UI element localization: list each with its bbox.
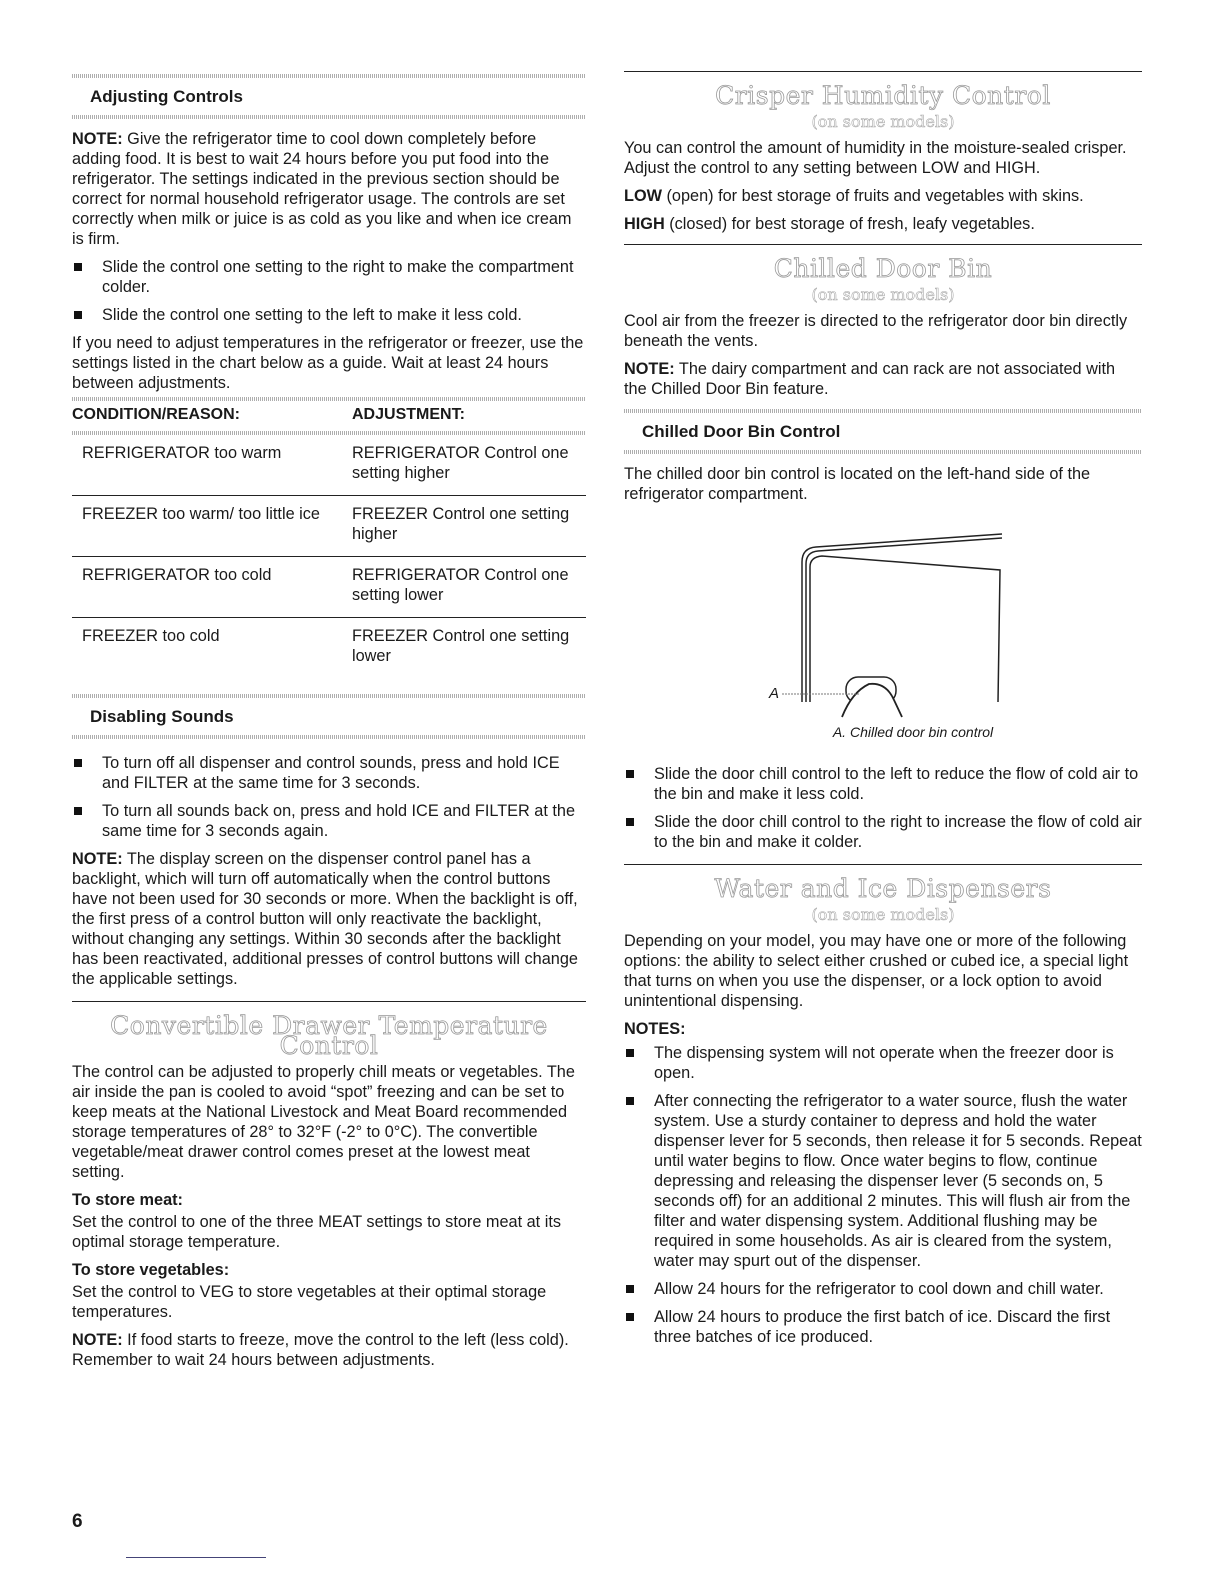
table-row: FREEZER too cold FREEZER Control one setting lower bbox=[82, 627, 570, 665]
bullet-list bbox=[624, 1043, 1142, 1347]
divider bbox=[624, 450, 1142, 454]
figure-caption: A. Chilled door bin control bbox=[832, 724, 994, 740]
table-row: FREEZER too warm/ too little ice FREEZER Control one setting higher bbox=[72, 496, 586, 557]
page-number: 6 bbox=[72, 1511, 83, 1532]
note-paragraph: NOTE: The dairy compartment and can rack are not associated with the Chilled Door Bin feature. bbox=[624, 360, 1116, 398]
callout-label: A bbox=[769, 685, 780, 702]
note-paragraph: NOTE: Give the refrigerator time to cool down completely before adding food. It is best to wait 24 hours before you put food into the refrigerator. The settings indicated in the previous section should be correct for normal household refrigerator usage. The controls are set correctly when milk or juice is as cold as you like and when ice cream is firm. bbox=[72, 130, 572, 248]
divider bbox=[72, 115, 586, 119]
bullet-list bbox=[72, 753, 586, 841]
paragraph: If you need to adjust temperatures in the refrigerator or freezer, use the settings listed in the chart below as a guide. Wait at least 24 hours between adjustments. bbox=[72, 334, 584, 392]
notes-heading: NOTES: bbox=[624, 1020, 686, 1038]
note-paragraph: NOTE: If food starts to freeze, move the control to the left (less cold). Remember to wait 24 hours between adjustments. bbox=[72, 1331, 569, 1369]
paragraph: Cool air from the freezer is directed to the refrigerator door bin directly beneath the vents. bbox=[624, 312, 1128, 350]
paragraph: HIGH (closed) for best storage of fresh, leafy vegetables. bbox=[624, 215, 1035, 233]
divider bbox=[624, 244, 1142, 245]
section-heading: Disabling Sounds bbox=[90, 707, 234, 726]
paragraph: Set the control to VEG to store vegetables at their optimal storage temperatures. bbox=[72, 1283, 547, 1321]
table-row: REFRIGERATOR too cold REFRIGERATOR Control one setting lower bbox=[72, 557, 586, 618]
table-row: REFRIGERATOR too warm REFRIGERATOR Control one setting higher bbox=[72, 435, 586, 496]
list-item: Allow 24 hours to produce the first batch of ice. Discard the first three batches of ice produced. bbox=[624, 1307, 1142, 1347]
section-heading: Chilled Door Bin Control bbox=[642, 422, 841, 441]
divider bbox=[72, 397, 586, 401]
section-title: Crisper Humidity Control bbox=[715, 81, 1051, 110]
adjustment-table bbox=[72, 401, 586, 678]
table-header: CONDITION/REASON: bbox=[72, 406, 240, 423]
table-header: ADJUSTMENT: bbox=[352, 406, 465, 423]
right-column bbox=[624, 0, 1142, 1355]
paragraph: Depending on your model, you may have one or more of the following options: the ability to select either crushed or cubed ice, a special light that turns on when you use the dispenser, or a lock option to avoid unintentional dispensing. bbox=[624, 932, 1129, 1010]
list-item: The dispensing system will not operate when the freezer door is open. bbox=[624, 1043, 1142, 1083]
left-column bbox=[72, 0, 586, 1378]
paragraph: LOW (open) for best storage of fruits and vegetables with skins. bbox=[624, 187, 1084, 205]
list-item: Allow 24 hours for the refrigerator to cool down and chill water. bbox=[624, 1279, 1142, 1299]
list-item: Slide the control one setting to the right to make the compartment colder. bbox=[72, 257, 586, 297]
paragraph: The chilled door bin control is located on the left-hand side of the refrigerator compartment. bbox=[624, 465, 1091, 503]
paragraph: The control can be adjusted to properly chill meats or vegetables. The air inside the pan is cooled to avoid “spot” freezing and can be set to keep meats at the National Livestock and Meat Board recommended storage temperatures of 28° to 32°F (-2° to 0°C). The convertible vegetable/meat drawer control comes preset at the lowest meat setting. bbox=[72, 1063, 575, 1181]
paragraph: Set the control to one of the three MEAT settings to store meat at its optimal storage temperature. bbox=[72, 1213, 561, 1251]
section-subtitle: (on some models) bbox=[811, 905, 955, 924]
divider bbox=[624, 71, 1142, 72]
list-item: Slide the control one setting to the left to make it less cold. bbox=[72, 305, 586, 325]
divider bbox=[72, 735, 586, 739]
list-item: To turn off all dispenser and control sounds, press and hold ICE and FILTER at the same time for 3 seconds. bbox=[72, 753, 586, 793]
divider bbox=[624, 864, 1142, 865]
footer-line bbox=[126, 1557, 266, 1558]
subheading: To store meat: bbox=[72, 1191, 183, 1209]
list-item: After connecting the refrigerator to a water source, flush the water system. Use a sturdy container to depress and hold the water dispenser lever for 5 seconds, then release it for 5 seconds. Repeat until water begins to flow. Once water begins to flow, continue depressing and releasing the dispenser lever (5 seconds on, 5 seconds off) for an additional 2 minutes. This will flush air from the filter and water dispensing system. Additional flushing may be required in some households. As air is cleared from the system, water may spurt out of the dispenser. bbox=[624, 1091, 1142, 1271]
list-item: To turn all sounds back on, press and hold ICE and FILTER at the same time for 3 seconds again. bbox=[72, 801, 586, 841]
section-subtitle: (on some models) bbox=[811, 112, 955, 131]
divider bbox=[624, 409, 1142, 413]
bullet-list bbox=[72, 257, 586, 325]
subheading: To store vegetables: bbox=[72, 1261, 230, 1279]
section-title: Chilled Door Bin bbox=[773, 254, 993, 283]
refrigerator-door-drawing bbox=[624, 512, 1142, 722]
section-heading: Adjusting Controls bbox=[90, 87, 243, 106]
divider bbox=[72, 694, 586, 698]
door-bin-illustration bbox=[624, 512, 1142, 722]
section-title: Convertible Drawer Temperature Control bbox=[110, 1011, 548, 1060]
note-paragraph: NOTE: The display screen on the dispenser control panel has a backlight, which will turn off automatically when the control buttons have not been used for 30 seconds or more. When the backlight is off, the first press of a control button will only reactivate the backlight, without changing any settings. Within 30 seconds after the backlight has been reactivated, additional presses of control buttons will change the applicable settings. bbox=[72, 850, 578, 988]
section-title: Water and Ice Dispensers bbox=[714, 874, 1052, 903]
divider bbox=[72, 74, 586, 78]
bullet-list bbox=[624, 764, 1142, 852]
section-subtitle: (on some models) bbox=[811, 285, 955, 304]
list-item: Slide the door chill control to the right to increase the flow of cold air to the bin and make it colder. bbox=[624, 812, 1142, 852]
list-item: Slide the door chill control to the left to reduce the flow of cold air to the bin and make it less cold. bbox=[624, 764, 1142, 804]
paragraph: You can control the amount of humidity in the moisture-sealed crisper. Adjust the control to any setting between LOW and HIGH. bbox=[624, 139, 1127, 177]
divider bbox=[72, 1001, 586, 1002]
